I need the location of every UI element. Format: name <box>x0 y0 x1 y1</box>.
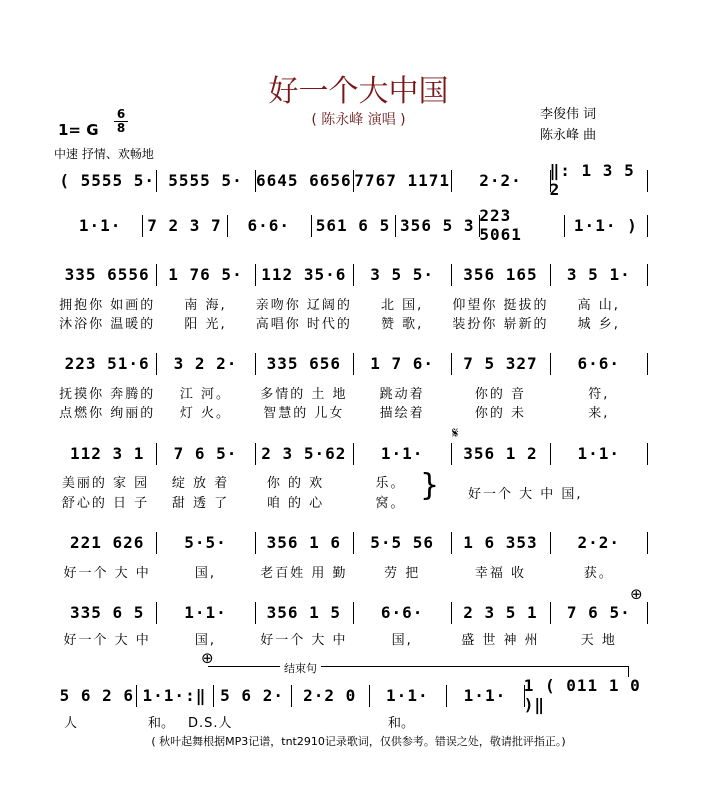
lyric-row-4-verse-1 <box>58 383 648 401</box>
lyric: 仰望你 挺拔的 <box>452 297 549 313</box>
time-bottom: 8 <box>116 121 126 135</box>
lyric: 城 乡, <box>577 316 620 332</box>
measure: 6·6· <box>353 600 451 624</box>
measure: 223 5061 <box>479 213 563 237</box>
lyric-he: 和。 <box>148 716 175 731</box>
measure: 356 5 3 <box>395 213 479 237</box>
measure: 561 6 5 <box>311 213 395 237</box>
notation-row-5 <box>58 441 648 465</box>
lyric: 美丽的 家 园 <box>61 475 150 491</box>
measure: 356 165 <box>451 262 549 286</box>
lyric-row-3-verse-1 <box>58 294 648 312</box>
notation-row-6 <box>58 530 648 554</box>
measure: 1·1· <box>78 215 122 235</box>
lyric: 描绘着 <box>379 405 425 421</box>
lyric: 多情的 土 地 <box>260 386 348 402</box>
lyric: 甜 透 了 <box>171 495 230 511</box>
measure: 356 1 5 <box>255 600 353 624</box>
lyric: 拥抱你 如画的 <box>59 297 156 313</box>
lyric: 沐浴你 温暖的 <box>59 316 156 332</box>
measure: 7 6 5· <box>550 600 648 624</box>
lyric: 你的 音 <box>474 386 527 402</box>
measure: 5 6 2 6 <box>59 685 135 705</box>
coda-icon: ⊕ <box>630 585 643 603</box>
measure: 7 5 327 <box>451 351 549 375</box>
lyric: 国, <box>194 565 217 581</box>
measure: 3 2 2· <box>156 351 254 375</box>
lyric-row-4-verse-2 <box>58 402 648 420</box>
notation-row-1 <box>58 161 648 199</box>
measure: 6·6· <box>227 213 311 237</box>
lyric: 跳动着 <box>379 386 425 402</box>
measure: 356 1 6 <box>255 530 353 554</box>
lyric-row-3-verse-2 <box>58 313 648 331</box>
measure: 7767 1171 <box>353 168 451 192</box>
lyric: 高唱你 时代的 <box>255 316 352 332</box>
measure: 2·2· <box>451 168 549 192</box>
lyric-row-6 <box>58 562 648 580</box>
measure: 335 6 5 <box>69 602 145 622</box>
lyric: 灯 火。 <box>179 405 232 421</box>
lyric: 你的 未 <box>474 405 527 421</box>
measure: 223 51·6 <box>64 353 150 373</box>
measure: 5555 5· <box>156 168 254 192</box>
measure: 6645 6656 <box>255 168 353 192</box>
measure: 3 5 1· <box>550 262 648 286</box>
verse-brace: } <box>420 468 440 503</box>
key-signature: 1= G <box>58 121 99 139</box>
lyric: 舒心的 日 子 <box>61 495 150 511</box>
lyric: 智慧的 儿女 <box>263 405 345 421</box>
lyric: 好一个 大 中 <box>260 632 348 648</box>
measure: 2 3 5 1 <box>451 600 549 624</box>
lyric: 获。 <box>583 565 614 581</box>
lyric-row-7 <box>58 629 648 647</box>
lyric: 咱 的 心 <box>266 495 325 511</box>
measure: 335 6556 <box>64 264 150 284</box>
coda-icon: ⊕ <box>201 649 214 667</box>
lyric: 劳 把 <box>384 565 421 581</box>
lyric: 江 河。 <box>179 386 232 402</box>
measure: 1·1· <box>446 683 524 707</box>
lyric: 老百姓 用 勤 <box>260 565 348 581</box>
measure: 335 656 <box>255 351 353 375</box>
measure: 2 3 5·62 <box>255 441 353 465</box>
lyric: 盛 世 神 州 <box>461 632 540 648</box>
composer: 陈永峰 曲 <box>540 128 597 143</box>
lyric: 点燃你 绚丽的 <box>59 405 156 421</box>
measure: 2·2· <box>550 530 648 554</box>
notation-row-7 <box>58 600 648 624</box>
measure: 1 76 5· <box>156 262 254 286</box>
lyric: 国, <box>194 632 217 648</box>
lyric: 幸福 收 <box>474 565 527 581</box>
time-top: 6 <box>114 108 128 122</box>
measure: ( 5555 5· <box>59 170 156 190</box>
lyric: 好一个 大 中 <box>63 632 151 648</box>
measure: 1·1·:‖ <box>136 683 214 707</box>
lyric: 乐。 <box>375 475 406 491</box>
notation-row-3 <box>58 262 648 286</box>
lyricist: 李俊伟 词 <box>540 107 597 122</box>
measure: 5 6 2· <box>213 683 291 707</box>
tempo-marking: 中速 抒情、欢畅地 <box>54 147 154 161</box>
lyric: 窝。 <box>375 495 406 511</box>
lyric-row-5-refrain: 好一个 大 中 国, <box>468 487 583 502</box>
lyric-row-5-verse-2 <box>58 492 438 510</box>
lyric: 抚摸你 奔腾的 <box>59 386 156 402</box>
measure: 221 626 <box>69 532 145 552</box>
lyric: 绽 放 着 <box>171 475 230 491</box>
measure: 1·1· <box>369 683 447 707</box>
lyric: 北 国, <box>381 297 424 313</box>
measure: 1 ( 011 1 0 )‖ <box>524 683 648 707</box>
measure: 3 5 5· <box>353 262 451 286</box>
measure: 1·1· <box>156 600 254 624</box>
notation-row-4 <box>58 351 648 375</box>
notation-row-2 <box>58 206 648 244</box>
lyric-row-5-verse-1 <box>58 472 438 490</box>
measure: 112 35·6 <box>255 262 353 286</box>
footer-note: ( 秋叶起舞根据MP3记谱，tnt2910记录歌词，仅供参考。错误之处，敬请批评指正。) <box>151 735 566 748</box>
measure: 5·5· <box>156 530 254 554</box>
segno-icon: 𝄋 <box>452 424 459 442</box>
measure: 1·1· ) <box>564 213 648 237</box>
lyric: 天 地 <box>580 632 617 648</box>
time-signature <box>114 108 128 135</box>
measure: 1 6 353 <box>451 530 549 554</box>
coda-label: 结束句 <box>280 660 321 676</box>
measure: ‖: 1 3 5 2 <box>550 168 648 192</box>
song-title: 好一个大中国 <box>268 74 449 109</box>
measure: 356 1 2 <box>451 441 549 465</box>
lyric: 高 山, <box>577 297 620 313</box>
lyric: 你 的 欢 <box>266 475 325 491</box>
lyric: 阳 光, <box>184 316 227 332</box>
lyric: 赞 歌, <box>381 316 424 332</box>
measure: 1 7 6· <box>353 351 451 375</box>
measure: 6·6· <box>550 351 648 375</box>
measure: 7 6 5· <box>156 441 254 465</box>
lyric-ren: 人 <box>64 716 78 731</box>
measure: 112 3 1 <box>69 443 145 463</box>
measure: 7 2 3 7 <box>142 213 226 237</box>
performer: ( 陈永峰 演唱 ) <box>311 112 406 128</box>
measure: 2·2 0 <box>291 683 369 707</box>
measure: 1·1· <box>353 441 451 465</box>
lyric: 好一个 大 中 <box>63 565 151 581</box>
notation-row-8 <box>58 676 648 714</box>
lyric: 国, <box>391 632 413 648</box>
measure: 5·5 56 <box>353 530 451 554</box>
lyric: 装扮你 崭新的 <box>452 316 549 332</box>
lyric-ds: D.S.人 <box>188 716 233 731</box>
lyric-he-end: 和。 <box>388 716 415 731</box>
lyric: 来, <box>588 405 610 421</box>
lyric: 南 海, <box>184 297 227 313</box>
lyric: 亲吻你 辽阔的 <box>255 297 352 313</box>
lyric: 符, <box>588 386 610 402</box>
measure: 1·1· <box>550 441 648 465</box>
